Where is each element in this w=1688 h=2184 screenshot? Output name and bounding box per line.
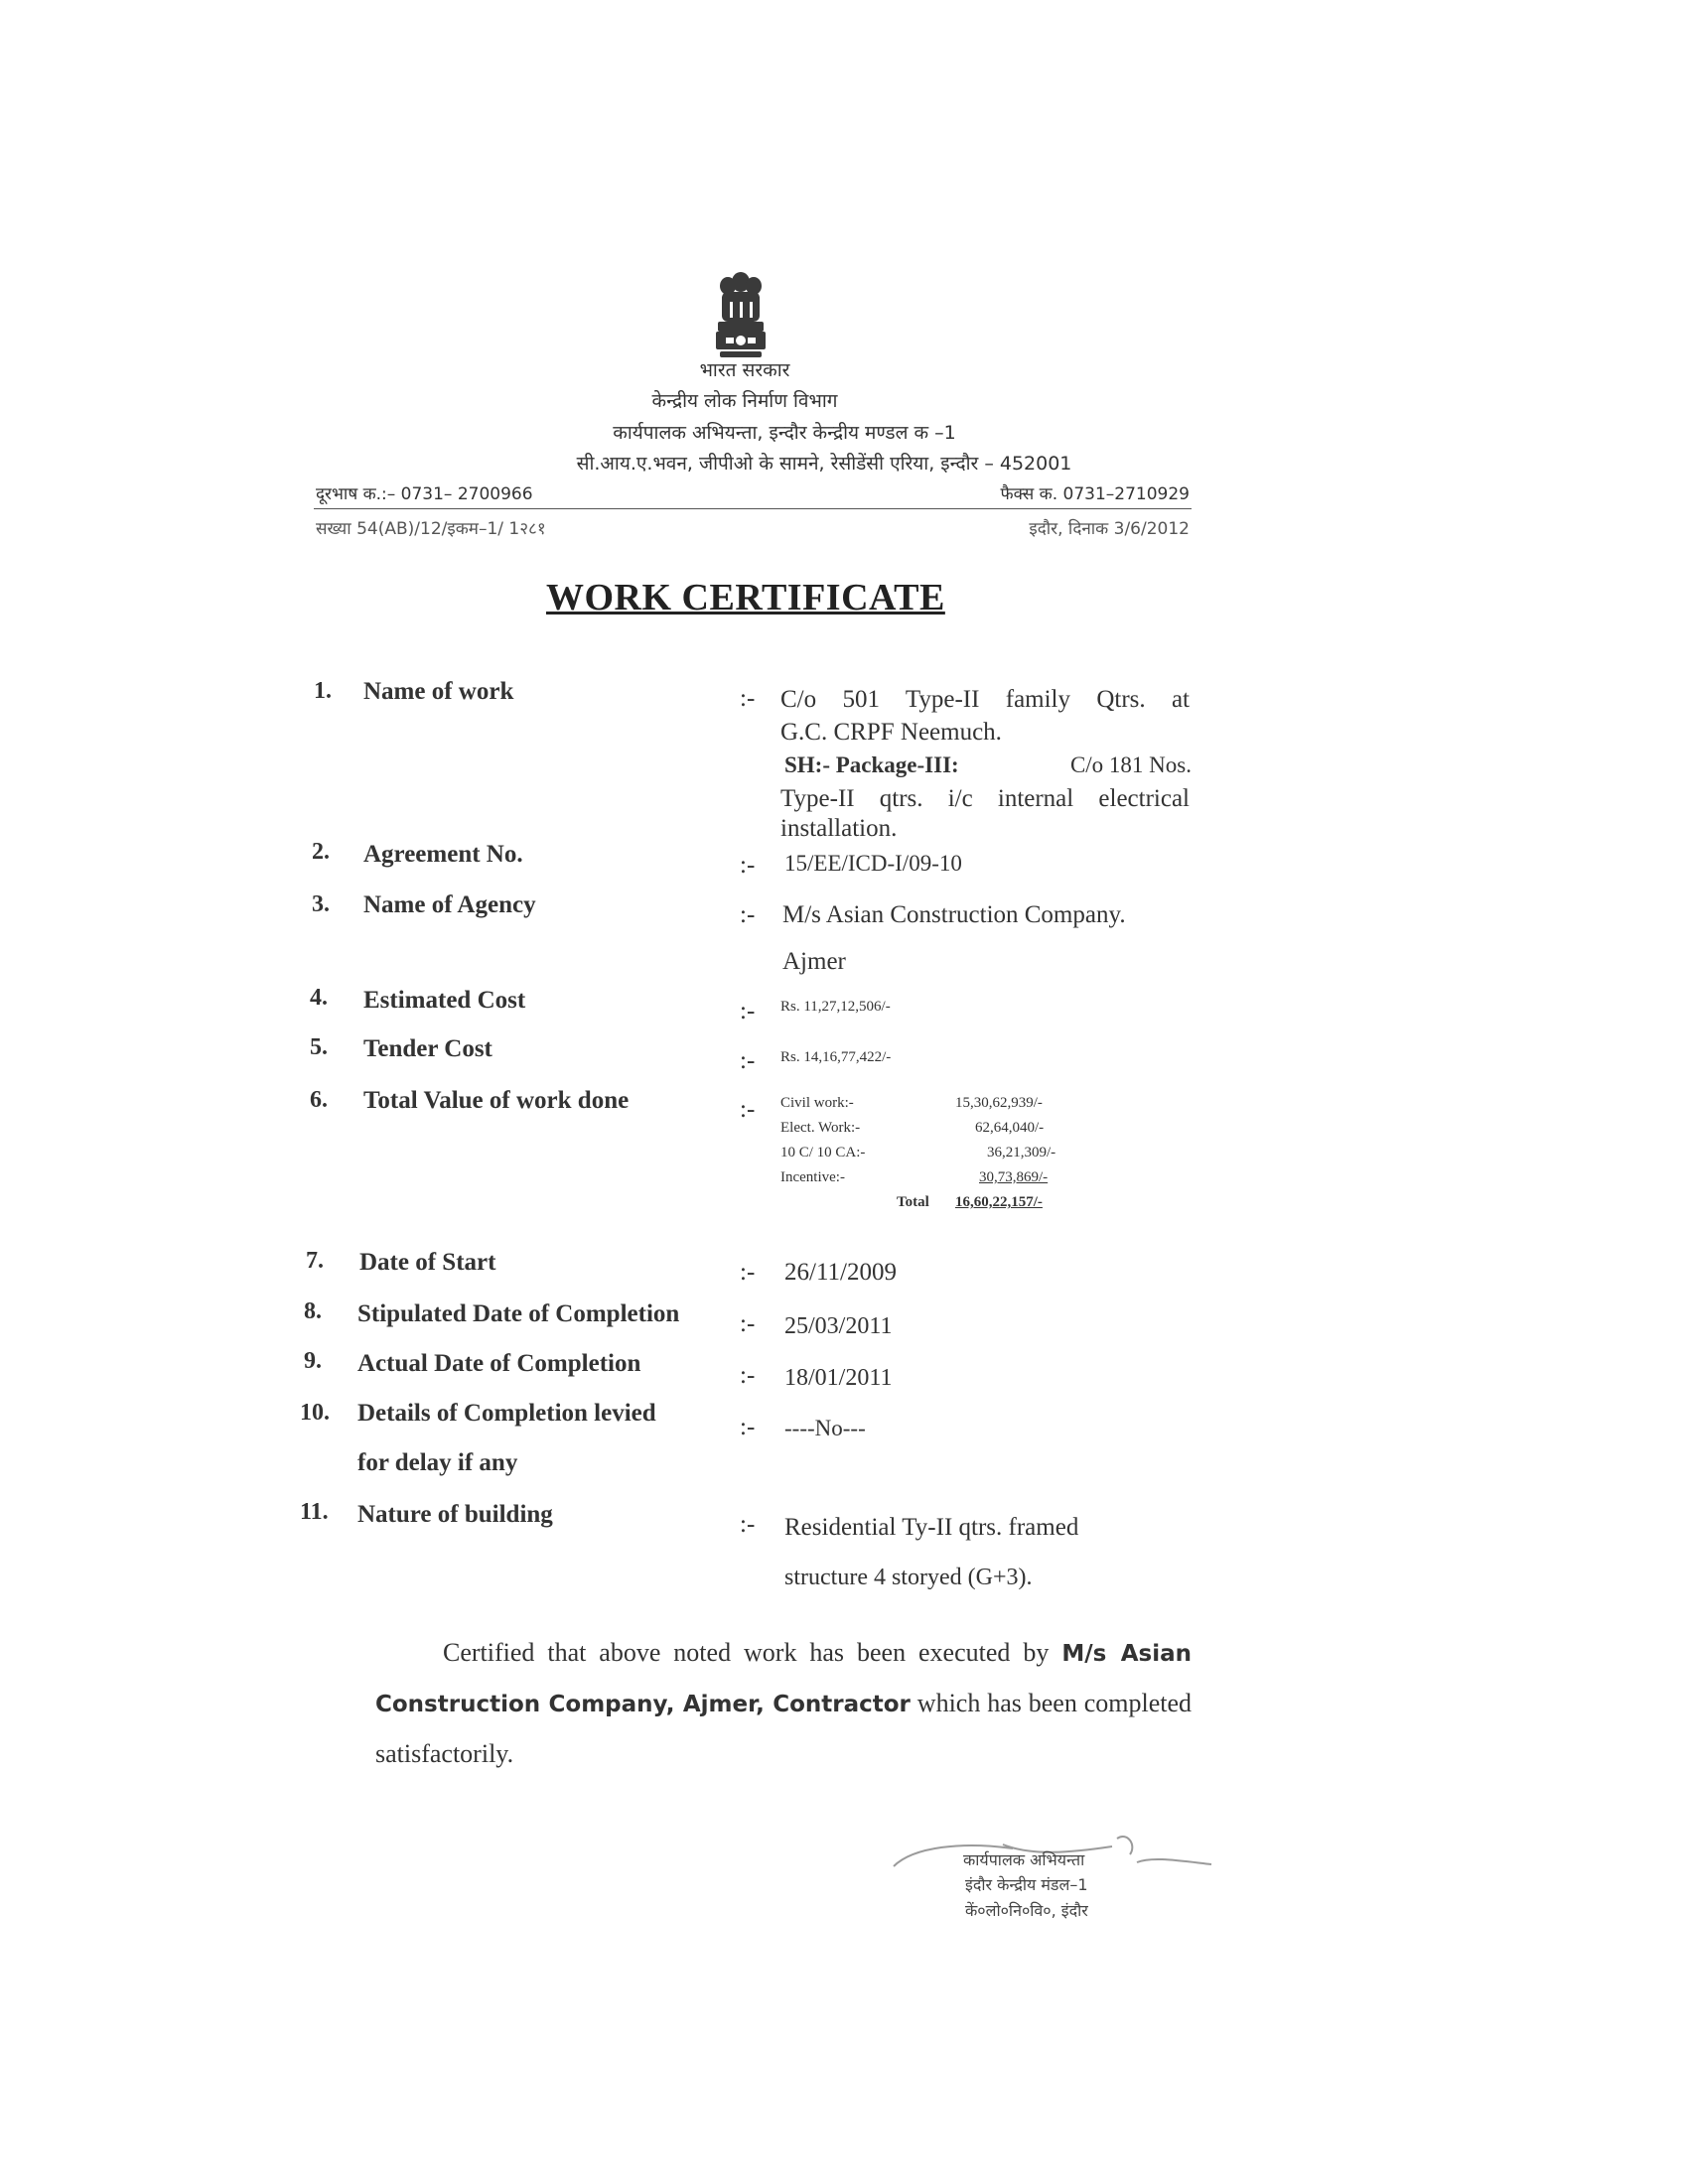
header-line-2: केन्द्रीय लोक निर्माण विभाग: [651, 390, 838, 412]
reference-number: सख्या 54(AB)/12/इकम–1/ 1२८१: [316, 519, 546, 539]
estimated-cost-value: Rs. 11,27,12,506/-: [780, 999, 891, 1015]
item-separator: :-: [740, 998, 756, 1024]
agreement-no-value: 15/EE/ICD-I/09-10: [784, 851, 962, 876]
stipulated-completion-value: 25/03/2011: [784, 1313, 893, 1339]
header-line-3: कार्यपालक अभियन्ता, इन्दौर केन्द्रीय मण्डल क –1: [613, 422, 956, 444]
item-separator: :-: [740, 852, 756, 879]
actual-completion-value: 18/01/2011: [784, 1365, 893, 1391]
signature-office: इंदौर केन्द्रीय मंडल–1: [965, 1875, 1088, 1894]
total-amount: 16,60,22,157/-: [955, 1194, 1043, 1210]
item-number: 3.: [312, 891, 330, 917]
item-separator: :-: [740, 1259, 756, 1286]
item-label-date-of-start: Date of Start: [359, 1249, 496, 1276]
name-of-work-line-2: G.C. CRPF Neemuch.: [780, 719, 1002, 746]
document-title: WORK CERTIFICATE: [546, 577, 945, 618]
breakdown-amount: 62,64,040/-: [975, 1120, 1045, 1136]
item-separator: :-: [740, 1511, 756, 1538]
item-label-estimated-cost: Estimated Cost: [363, 987, 526, 1014]
signature-designation: कार्यपालक अभियन्ता: [963, 1850, 1085, 1869]
name-of-work-line-1: C/o 501 Type-II family Qtrs. at: [780, 686, 1190, 713]
date-of-start-value: 26/11/2009: [784, 1259, 897, 1286]
breakdown-amount: 36,21,309/-: [987, 1145, 1056, 1160]
certificate-text-1: Certified that above noted work has been executed by: [443, 1638, 1050, 1667]
item-separator: :-: [740, 1362, 756, 1389]
certificate-paragraph: [375, 1628, 1192, 1779]
agency-name-value: M/s Asian Construction Company.: [782, 901, 1126, 928]
header-line-4: सी.आय.ए.भवन, जीपीओ के सामने, रेसीडेंसी एरिया, इन्दौर – 452001: [576, 453, 1072, 475]
item-label-agreement-no: Agreement No.: [363, 841, 523, 868]
item-label-tender-cost: Tender Cost: [363, 1035, 492, 1062]
item-label-completion-levied-2: for delay if any: [357, 1449, 518, 1476]
header-line-1: भारत सरकार: [699, 359, 790, 381]
item-number: 4.: [310, 985, 328, 1011]
breakdown-label: 10 C/ 10 CA:-: [780, 1145, 866, 1160]
agency-city-value: Ajmer: [782, 948, 846, 975]
item-number: 7.: [306, 1248, 324, 1274]
item-label-completion-levied: Details of Completion levied: [357, 1400, 656, 1427]
breakdown-amount: 30,73,869/-: [979, 1169, 1049, 1185]
signature-department: कें०लो०नि०वि०, इंदौर: [965, 1901, 1088, 1920]
sh-package-line: [784, 749, 1192, 781]
completion-levied-value: ----No---: [784, 1416, 866, 1440]
item-separator: :-: [740, 685, 756, 712]
item-label-actual-completion: Actual Date of Completion: [357, 1350, 641, 1377]
breakdown-label: Elect. Work:-: [780, 1120, 861, 1136]
item-number: 1.: [314, 678, 332, 704]
breakdown-amount: 15,30,62,939/-: [955, 1095, 1043, 1111]
item-separator: :-: [740, 901, 756, 928]
sh-package-text: C/o 181 Nos.: [1069, 752, 1192, 777]
fax-number: फैक्स क. 0731–2710929: [1000, 484, 1190, 504]
item-label-nature-of-building: Nature of building: [357, 1501, 553, 1528]
certificate-text-2: which has been completed satisfactorily.: [375, 1689, 1193, 1768]
item-label-name-of-work: Name of work: [363, 678, 514, 705]
nature-of-building-value: Residential Ty-II qtrs. framed: [784, 1514, 1079, 1541]
item-number: 8.: [304, 1298, 322, 1324]
state-emblem-icon: [710, 268, 772, 362]
item-number: 11.: [300, 1499, 329, 1525]
item-number: 6.: [310, 1087, 328, 1113]
certificate-contractor: M/s Asian Construction Company, Ajmer, Contractor: [375, 1641, 1193, 1717]
breakdown-label: Civil work:-: [780, 1095, 854, 1111]
item-label-total-value: Total Value of work done: [363, 1087, 630, 1114]
breakdown-label: Incentive:-: [780, 1169, 845, 1185]
item-number: 2.: [312, 839, 330, 865]
item-separator: :-: [740, 1096, 756, 1123]
item-number: 10.: [300, 1400, 330, 1426]
item-label-stipulated-completion: Stipulated Date of Completion: [357, 1300, 680, 1327]
phone-number: दूरभाष क.:– 0731– 2700966: [316, 484, 533, 504]
header-divider: [314, 508, 1192, 509]
item-number: 9.: [304, 1348, 322, 1374]
item-number: 5.: [310, 1034, 328, 1060]
letter-date: इदौर, दिनाक 3/6/2012: [1029, 519, 1190, 539]
item-separator: :-: [740, 1414, 756, 1440]
item-separator: :-: [740, 1310, 756, 1337]
sh-package-prefix: SH:- Package-III:: [784, 752, 959, 777]
item-label-name-of-agency: Name of Agency: [363, 891, 536, 918]
name-of-work-line-3: Type-II qtrs. i/c internal electrical: [780, 785, 1190, 812]
name-of-work-line-4: installation.: [780, 815, 898, 842]
total-label: Total: [897, 1194, 929, 1210]
tender-cost-value: Rs. 14,16,77,422/-: [780, 1049, 892, 1065]
nature-of-building-value-2: structure 4 storyed (G+3).: [784, 1565, 1033, 1590]
item-separator: :-: [740, 1047, 756, 1074]
